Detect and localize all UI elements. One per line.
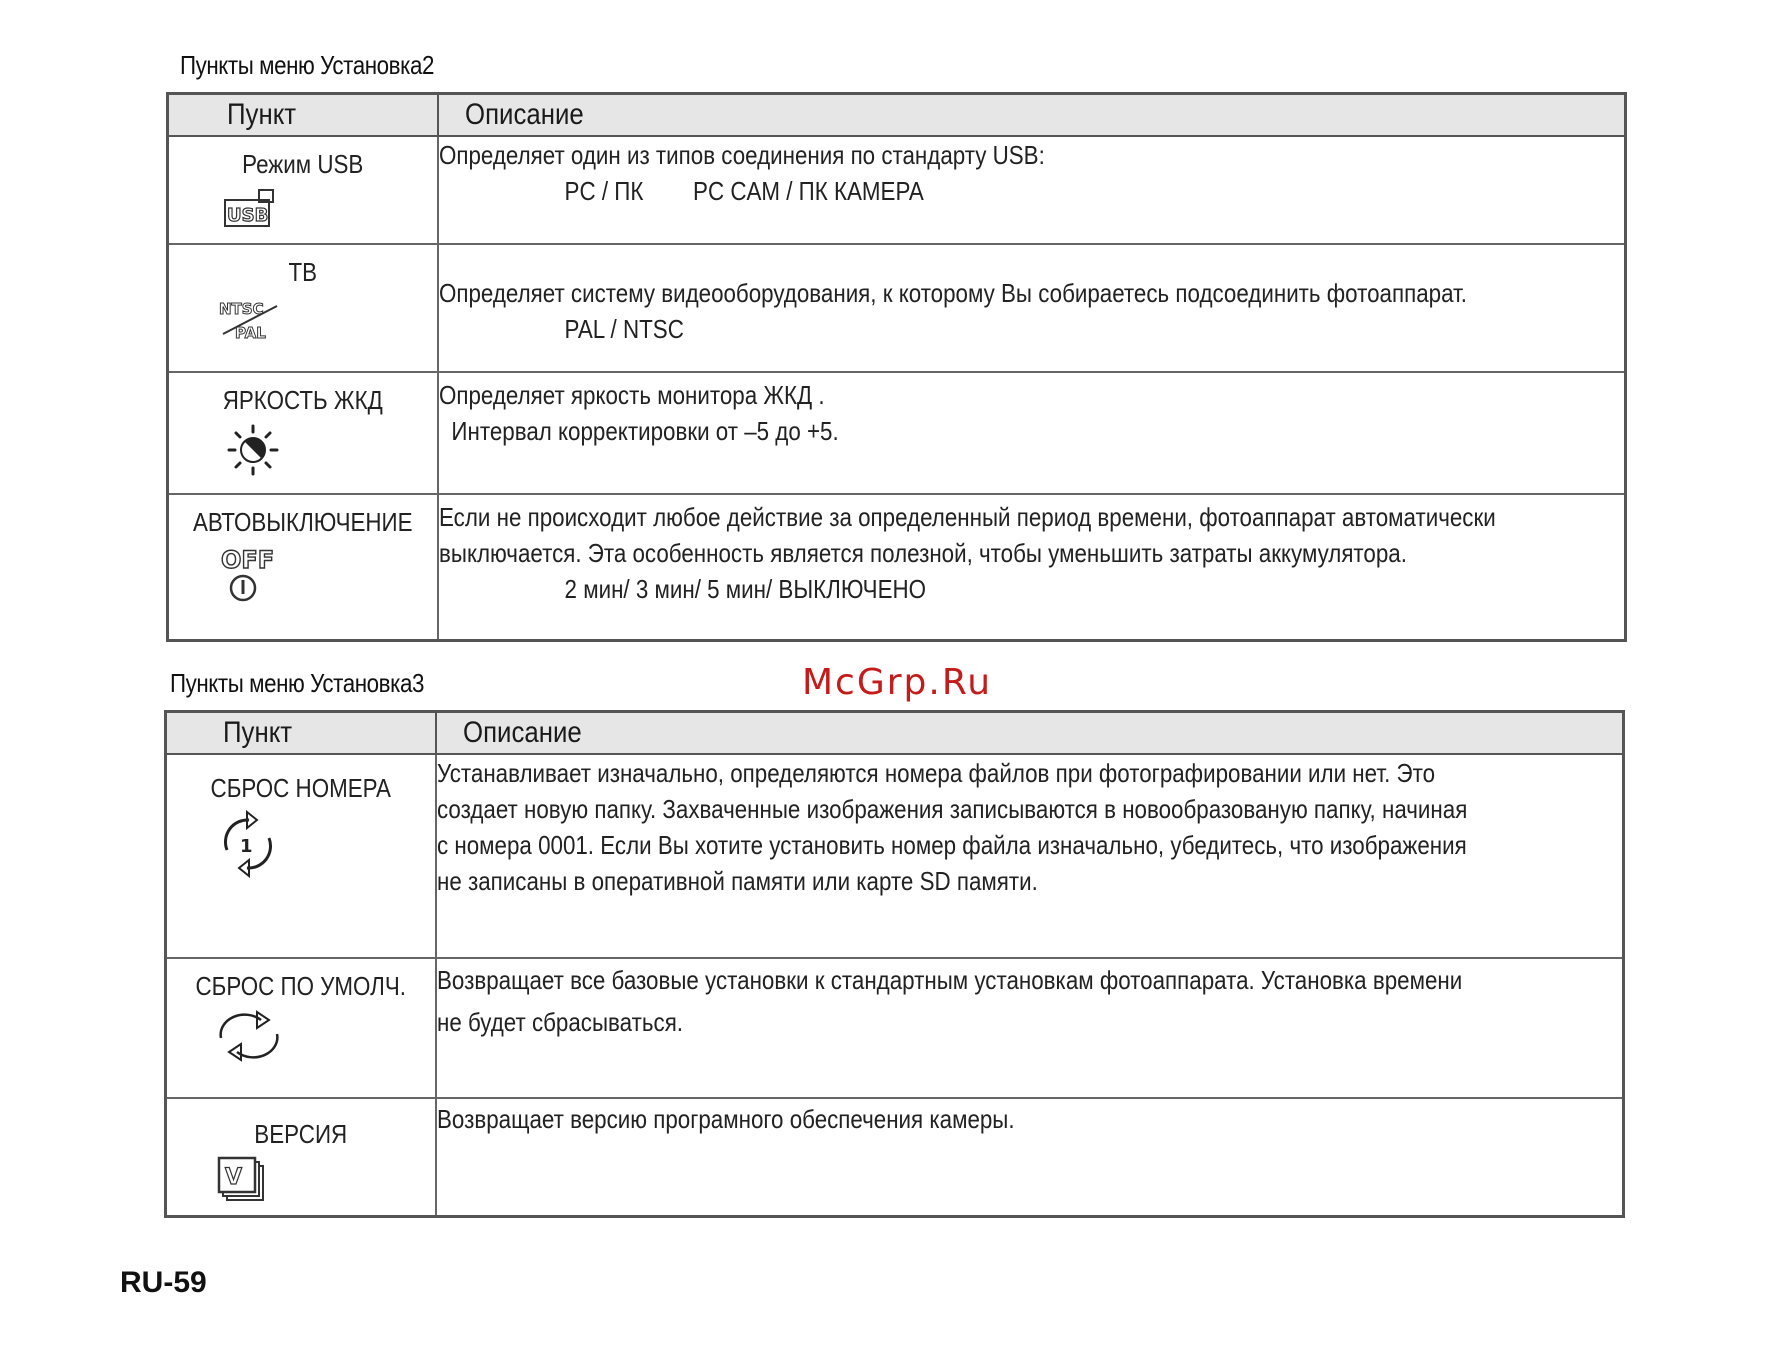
header-description: Описание (438, 94, 1626, 137)
table-row (168, 494, 1626, 640)
description-cell-tv (438, 244, 1626, 372)
description-text: Определяет один из типов соединения по стандарту USB: (438, 140, 1045, 170)
svg-text:NTSC: NTSC (219, 300, 264, 318)
description-text: Если не происходит любое действие за определенный период времени, фотоаппарат автоматически (438, 502, 1496, 532)
item-cell-auto-off (168, 494, 438, 640)
section-title-setup3: Пункты меню Установка3 (170, 668, 424, 698)
file-number-reset-icon (213, 810, 283, 878)
brightness-icon (223, 422, 283, 478)
table-row (166, 958, 1624, 1098)
item-label: ВЕРСИЯ (254, 1119, 348, 1149)
item-label: СБРОС НОМЕРА (210, 773, 391, 803)
watermark: McGrp.Ru (802, 662, 993, 703)
item-cell-tv (168, 244, 438, 372)
description-text: создает новую папку. Захваченные изображения записываются в новообразованую папку, начиная (436, 794, 1467, 824)
description-cell-auto-off (438, 494, 1626, 640)
options-text: 2 мин/ 3 мин/ 5 мин/ ВЫКЛЮЧЕНО (564, 574, 926, 604)
ntsc-pal-icon (215, 294, 285, 344)
options-text: PC / ПК PC CAM / ПК КАМЕРА (564, 176, 924, 206)
item-cell-file-number-reset (166, 754, 436, 958)
table-row (168, 372, 1626, 494)
reset-default-icon (211, 1008, 287, 1064)
header-item: Пункт (166, 712, 436, 755)
description-text: Определяет яркость монитора ЖКД . (438, 380, 825, 410)
version-icon (217, 1156, 277, 1206)
description-cell-brightness (438, 372, 1626, 494)
options-text: PAL / NTSC (564, 314, 684, 344)
table-header (166, 712, 1624, 755)
table-row (168, 136, 1626, 244)
auto-off-icon (217, 544, 287, 604)
description-text: Возвращает версию програмного обеспечения камеры. (436, 1104, 1015, 1134)
item-cell-version (166, 1098, 436, 1216)
header-item: Пункт (168, 94, 438, 137)
description-cell-file-number-reset (436, 754, 1624, 958)
item-label: ТВ (288, 257, 318, 287)
description-text: выключается. Эта особенность является полезной, чтобы уменьшить затраты аккумулятора. (438, 538, 1407, 568)
item-cell-reset-default (166, 958, 436, 1098)
svg-text:USB: USB (227, 205, 269, 226)
description-cell-usb (438, 136, 1626, 244)
description-text: Возвращает все базовые установки к стандартным установкам фотоаппарата. Установка времени (436, 965, 1462, 995)
description-cell-version (436, 1098, 1624, 1216)
table-row (166, 1098, 1624, 1216)
svg-text:1: 1 (240, 836, 253, 857)
usb-icon (221, 186, 281, 230)
description-text: не будет сбрасываться. (436, 1007, 683, 1037)
section-title-setup2: Пункты меню Установка2 (180, 50, 434, 80)
item-cell-brightness (168, 372, 438, 494)
table-row (166, 754, 1624, 958)
item-label: АВТОВЫКЛЮЧЕНИЕ (192, 507, 413, 537)
description-text: Устанавливает изначально, определяются номера файлов при фотографировании или нет. Это (436, 758, 1435, 788)
item-label: ЯРКОСТЬ ЖКД (222, 385, 383, 415)
item-cell-usb (168, 136, 438, 244)
table-header (168, 94, 1626, 137)
item-label: Режим USB (242, 149, 364, 179)
item-label: СБРОС ПО УМОЛЧ. (195, 971, 406, 1001)
svg-text:V: V (225, 1165, 243, 1190)
description-cell-reset-default (436, 958, 1624, 1098)
table-row (168, 244, 1626, 372)
header-description: Описание (436, 712, 1624, 755)
setup3-table (164, 710, 1625, 1218)
svg-text:OFF: OFF (221, 546, 275, 574)
setup2-table (166, 92, 1627, 642)
description-text: Интервал корректировки от –5 до +5. (438, 416, 839, 446)
description-text: с номера 0001. Если Вы хотите установить номер файла изначально, убедитесь, что изображения (436, 830, 1467, 860)
description-text: Определяет систему видеооборудования, к которому Вы собираетесь подсоединить фотоаппарат. (438, 278, 1467, 308)
description-text: не записаны в оперативной памяти или карте SD памяти. (436, 866, 1038, 896)
page-number: RU-59 (120, 1266, 207, 1299)
svg-text:PAL: PAL (235, 324, 266, 342)
